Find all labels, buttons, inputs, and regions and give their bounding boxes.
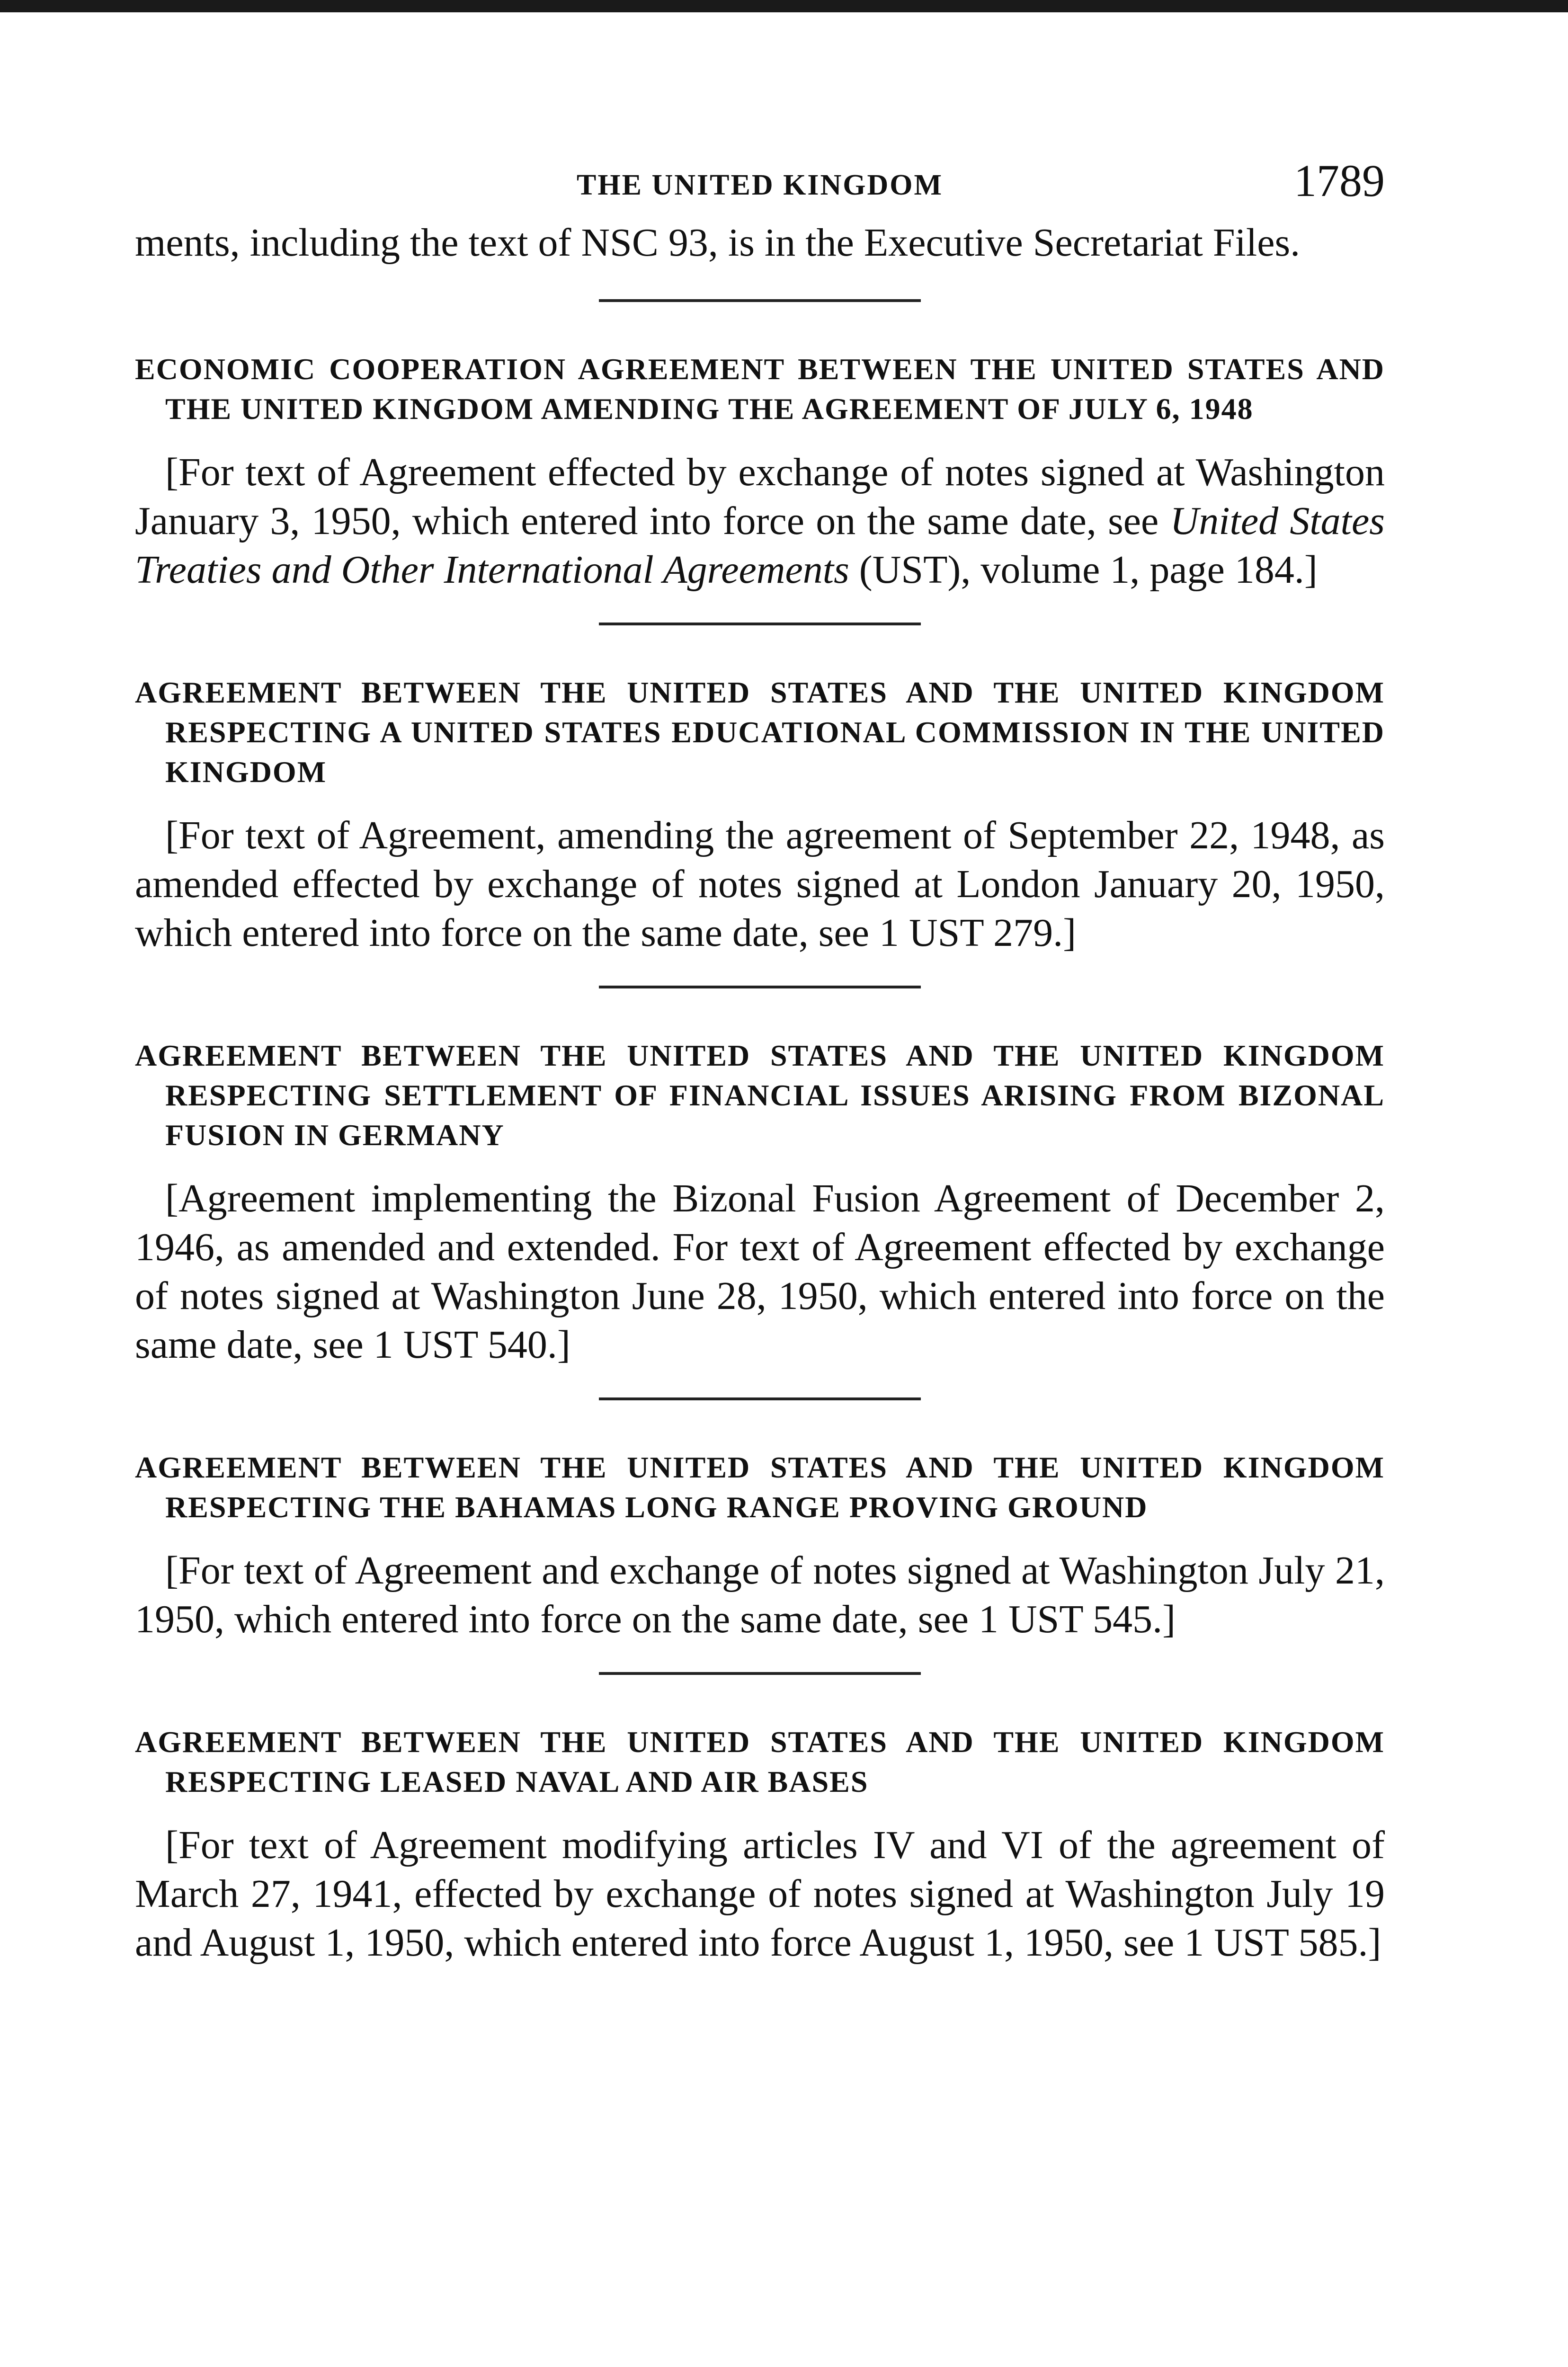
running-head <box>135 151 1385 204</box>
body-text: [For text of Agreement effected by exchange of notes signed at Washington January 3, 1950, which entered into force on the same date, see <box>135 450 1385 543</box>
section-bahamas-proving-ground <box>135 1448 1385 1644</box>
section-economic-cooperation <box>135 349 1385 594</box>
section-divider <box>599 1397 921 1400</box>
section-leased-bases <box>135 1722 1385 1967</box>
section-heading: AGREEMENT BETWEEN THE UNITED STATES AND THE UNITED KINGDOM RESPECTING THE BAHAMAS LONG RANGE PROVING GROUND <box>135 1450 1385 1524</box>
section-educational-commission <box>135 673 1385 957</box>
section-heading: AGREEMENT BETWEEN THE UNITED STATES AND THE UNITED KINGDOM RESPECTING A UNITED STATES EDUCATIONAL COMMISSION IN THE UNITED KINGDOM <box>135 676 1385 789</box>
section-heading: ECONOMIC COOPERATION AGREEMENT BETWEEN THE UNITED STATES AND THE UNITED KINGDOM AMENDING THE AGREEMENT OF JULY 6, 1948 <box>135 352 1385 426</box>
section-heading: AGREEMENT BETWEEN THE UNITED STATES AND THE UNITED KINGDOM RESPECTING SETTLEMENT OF FINANCIAL ISSUES ARISING FROM BIZONAL FUSION IN GERMANY <box>135 1039 1385 1152</box>
section-divider <box>599 986 921 988</box>
continued-paragraph: ments, including the text of NSC 93, is in the Executive Secretariat Files. <box>135 221 1301 265</box>
section-body: [For text of Agreement modifying articles IV and VI of the agreement of March 27, 1941, effected by exchange of notes signed at Washington July 19 and August 1, 1950, which entered into force August 1, 1950, see 1 UST 585.] <box>135 1823 1385 1965</box>
document-page <box>135 151 1385 1967</box>
publication-title: United States Treaties and Other International Agreements <box>135 499 1385 592</box>
running-head-title: THE UNITED KINGDOM <box>577 169 943 201</box>
page-number: 1789 <box>1294 155 1385 206</box>
top-border <box>0 0 1568 12</box>
section-body: [Agreement implementing the Bizonal Fusion Agreement of December 2, 1946, as amended and extended. For text of Agreement effected by exchange of notes signed at Washington June 28, 1950, which entered into force on the same date, see 1 UST 540.] <box>135 1176 1385 1367</box>
body-text: (UST), volume 1, page 184.] <box>849 548 1318 592</box>
section-body: [For text of Agreement, amending the agreement of September 22, 1948, as amended effected by exchange of notes signed at London January 20, 1950, which entered into force on the same date, see 1 UST 279.] <box>135 813 1385 955</box>
section-divider <box>599 1672 921 1675</box>
section-bizonal-fusion <box>135 1036 1385 1369</box>
section-heading: AGREEMENT BETWEEN THE UNITED STATES AND THE UNITED KINGDOM RESPECTING LEASED NAVAL AND AIR BASES <box>135 1725 1385 1798</box>
section-body <box>135 448 1385 594</box>
section-body: [For text of Agreement and exchange of notes signed at Washington July 21, 1950, which entered into force on the same date, see 1 UST 545.] <box>135 1548 1385 1641</box>
section-divider <box>599 623 921 625</box>
section-divider <box>599 299 921 302</box>
